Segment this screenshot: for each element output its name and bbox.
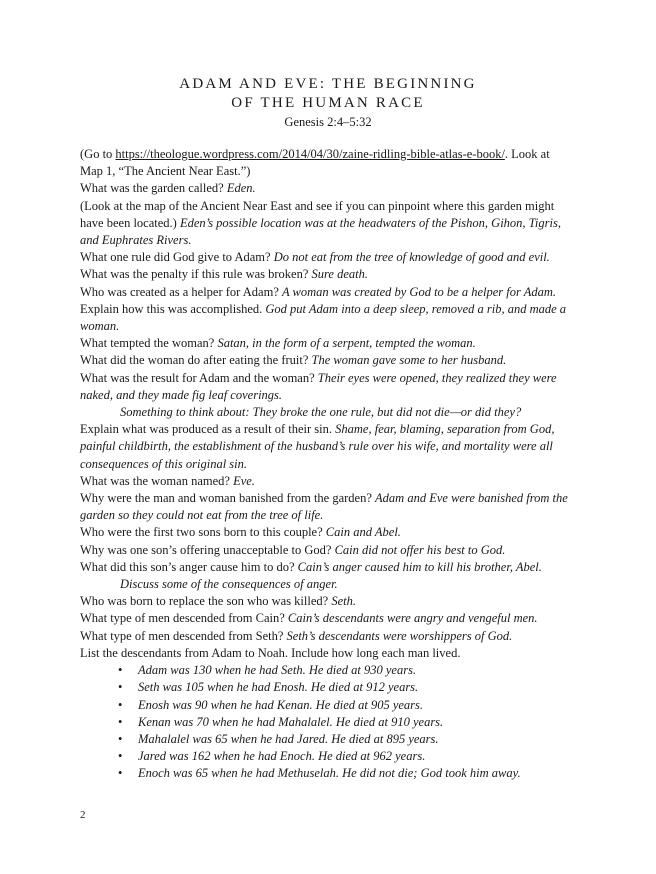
answer-text: Do not eat from the tree of knowledge of good and evil.: [273, 250, 550, 265]
question-text: Why were the man and woman banished from the garden?: [80, 491, 376, 506]
question-text: (Look at the map of the Ancient Near East and see if you can pinpoint where this garden might have been located.): [80, 198, 555, 230]
qa-item: [80, 542, 570, 559]
intro-text: (Go to: [80, 147, 116, 161]
question-text: What did the woman do after eating the fruit?: [80, 353, 312, 368]
title-line-2: OF THE HUMAN RACE: [231, 95, 425, 111]
qa-item: [80, 284, 570, 301]
qa-item: [80, 335, 570, 352]
list-item: • Mahalalel was 65 when he had Jared. He died at 895 years.: [138, 731, 570, 748]
descendants-list: [80, 662, 570, 782]
list-item: • Jared was 162 when he had Enoch. He died at 962 years.: [138, 748, 570, 765]
qa-item: [80, 198, 570, 250]
question-text: Explain what was produced as a result of their sin.: [80, 422, 336, 437]
atlas-link[interactable]: https://theologue.wordpress.com/2014/04/30/zaine-ridling-bible-atlas-e-book/: [115, 147, 505, 161]
qa-item: [80, 180, 570, 197]
scripture-reference: Genesis 2:4–5:32: [284, 115, 372, 129]
answer-text: God put Adam into a deep sleep, removed a rib, and made a woman.: [80, 301, 567, 334]
answer-text: The woman gave some to her husband.: [311, 353, 507, 368]
qa-item: [80, 628, 570, 645]
answer-text: Cain and Abel.: [325, 525, 401, 540]
think-prompt-text: Something to think about: They broke the one rule, but did not die—or did they?: [120, 405, 522, 420]
question-text: Who were the first two sons born to this couple?: [80, 525, 326, 540]
answer-text: Cain’s descendants were angry and vengeful men.: [287, 611, 538, 626]
question-text: What was the garden called?: [80, 181, 227, 196]
answer-text: Eden’s possible location was at the headwaters of the Pishon, Gihon, Tigris, and Euphrates Rivers.: [80, 215, 561, 248]
question-text: Explain how this was accomplished.: [80, 301, 266, 316]
answer-text: Sure death.: [311, 267, 369, 282]
page-number: 2: [80, 809, 86, 821]
answer-text: Shame, fear, blaming, separation from God, painful childbirth, the establishment of the husband’s rule over his wife, and mortality were all consequences of this original sin.: [80, 422, 555, 471]
qa-section-2: [80, 421, 570, 576]
qa-item: [80, 370, 570, 404]
think-prompt-2: [80, 576, 570, 593]
qa-section-3: [80, 593, 570, 645]
question-text: What did this son’s anger cause him to do?: [80, 559, 298, 574]
answer-text: Adam and Eve were banished from the garden so they could not eat from the tree of life.: [80, 491, 568, 523]
qa-item: [80, 559, 570, 576]
question-text: Who was created as a helper for Adam?: [80, 284, 282, 299]
list-item: • Seth was 105 when he had Enosh. He died at 912 years.: [138, 679, 570, 696]
qa-item: [80, 301, 570, 335]
question-text: What was the penalty if this rule was broken?: [80, 267, 312, 282]
answer-text: Seth’s descendants were worshippers of God.: [286, 628, 513, 643]
think-prompt-text: Discuss some of the consequences of anger.: [120, 577, 338, 592]
question-text: What was the woman named?: [80, 473, 234, 488]
question-text: What type of men descended from Cain?: [80, 611, 288, 626]
intro-text-end: . Look at Map 1, “The Ancient Near East.”): [80, 147, 550, 179]
list-item: • Enoch was 65 when he had Methuselah. He did not die; God took him away.: [138, 765, 570, 782]
answer-text: A woman was created by God to be a helper for Adam.: [282, 284, 557, 299]
qa-item: [80, 473, 570, 490]
list-prompt: List the descendants from Adam to Noah. Include how long each man lived.: [80, 645, 461, 660]
question-text: Who was born to replace the son who was killed?: [80, 594, 332, 609]
question-text: What type of men descended from Seth?: [80, 628, 287, 643]
intro-paragraph: [80, 146, 570, 180]
qa-section-1: [80, 180, 570, 404]
answer-text: Cain’s anger caused him to kill his brother, Abel.: [297, 559, 542, 574]
answer-text: Their eyes were opened, they realized they were naked, and they made fig leaf coverings.: [80, 370, 557, 402]
qa-item: [80, 490, 570, 524]
qa-item: [80, 610, 570, 627]
answer-text: Eden.: [226, 181, 256, 196]
qa-item: [80, 352, 570, 369]
list-item: • Kenan was 70 when he had Mahalalel. He died at 910 years.: [138, 714, 570, 731]
qa-item: [80, 421, 570, 473]
answer-text: Eve.: [233, 473, 255, 488]
qa-item: [80, 524, 570, 541]
question-text: Why was one son’s offering unacceptable to God?: [80, 542, 335, 557]
list-item: • Adam was 130 when he had Seth. He died at 930 years.: [138, 662, 570, 679]
qa-item: [80, 593, 570, 610]
think-prompt-1: [80, 404, 570, 421]
answer-text: Seth.: [331, 594, 356, 609]
answer-text: Satan, in the form of a serpent, tempted the woman.: [217, 336, 476, 351]
document-body: [80, 146, 570, 783]
qa-item: [80, 266, 570, 283]
question-text: What was the result for Adam and the woman?: [80, 370, 318, 385]
question-text: What tempted the woman?: [80, 336, 218, 351]
title-line-1: ADAM AND EVE: THE BEGINNING: [179, 76, 477, 92]
question-text: What one rule did God give to Adam?: [80, 250, 274, 265]
qa-item: [80, 249, 570, 266]
answer-text: Cain did not offer his best to God.: [334, 542, 506, 557]
list-item: • Enosh was 90 when he had Kenan. He died at 905 years.: [138, 697, 570, 714]
